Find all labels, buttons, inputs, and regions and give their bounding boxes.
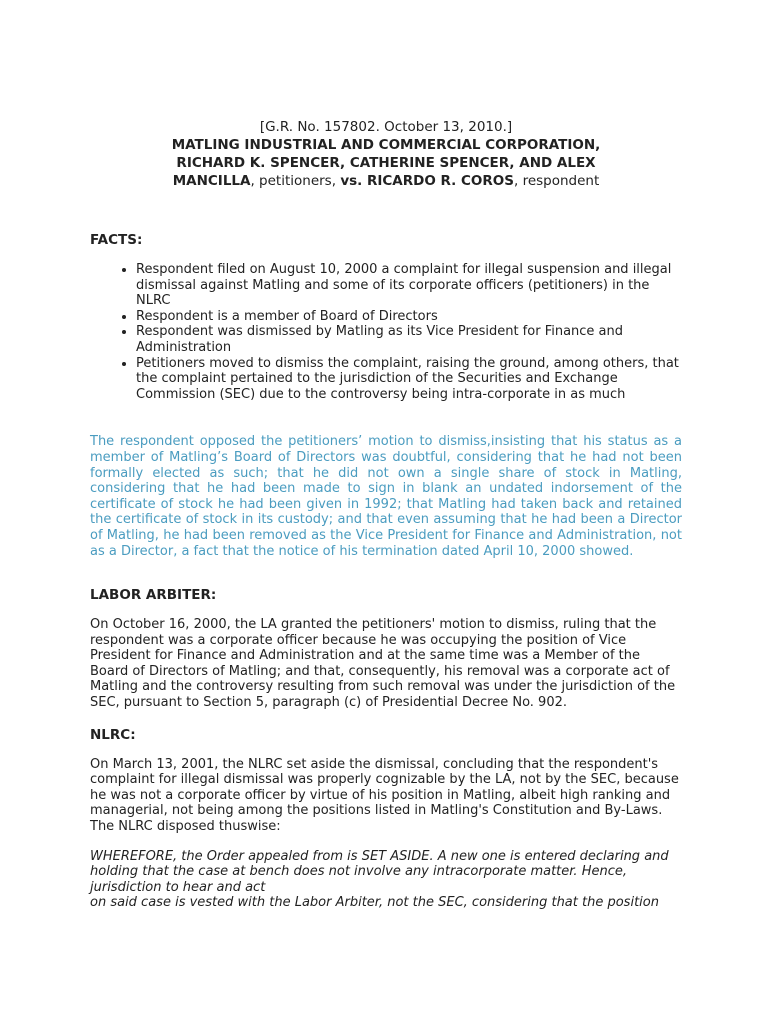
respondent-label: , respondent [513, 173, 600, 189]
quote-line-1: WHEREFORE, the Order appealed from is SET ASIDE. A new one is entered declaring and holding that the case at bench does not involve any intracorporate matter. Hence, jurisdiction to hear and act [90, 848, 669, 895]
petitioner-name-mancilla: MANCILLA [172, 173, 251, 189]
nlrc-disposition-quote [90, 849, 682, 911]
list-item: • Petitioners moved to dismiss the complaint, raising the ground, among others, that the complaint pertained to the jurisdiction of the Securities and Exchange Commission (SEC) due to the controversy being intra-corporate in as much [136, 356, 682, 403]
labor-arbiter-paragraph: On October 16, 2000, the LA granted the petitioners' motion to dismiss, ruling that the respondent was a corporate officer because he was occupying the position of Vice President for Finance and Administration and at the same time was a Member of the Board of Directors of Matling; and that, consequently, his removal was a corporate act of Matling and the controversy resulting from such removal was under the jurisdiction of the SEC, pursuant to Section 5, paragraph (c) of Presidential Decree No. 902. [90, 617, 676, 711]
petitioners-line-3 [90, 172, 682, 190]
list-item: • Respondent was dismissed by Matling as its Vice President for Finance and Administration [136, 324, 682, 355]
gr-number: [G.R. No. 157802. October 13, 2010.] [259, 119, 513, 135]
case-header [90, 118, 682, 190]
list-item: • Respondent filed on August 10, 2000 a complaint for illegal suspension and illegal dismissal against Matling and some of its corporate officers (petitioners) in the NLRC [136, 262, 682, 309]
respondent-name: vs. RICARDO R. COROS [340, 173, 514, 189]
list-item: • Respondent is a member of Board of Directors [136, 309, 682, 325]
petitioners-line-2: RICHARD K. SPENCER, CATHERINE SPENCER, AND ALEX [176, 155, 596, 171]
respondent-opposition-paragraph: The respondent opposed the petitioners’ motion to dismiss,insisting that his status as a member of Matling’s Board of Directors was doubtful, considering that he had not been formally elected as such; that he did not own a single share of stock in Matling, considering that he had been made to sign in blank an undated indorsement of the certificate of stock he had been given in 1992; that Matling had taken back and retained the certificate of stock in its custody; and that even assuming that he had been a Director of Matling, he had been removed as the Vice President for Finance and Administration, not as a Director, a fact that the notice of his termination dated April 10, 2000 showed. [90, 434, 682, 559]
quote-line-2: on said case is vested with the Labor Arbiter, not the SEC, considering that the position [90, 895, 659, 911]
facts-list [90, 262, 682, 402]
labor-arbiter-heading: LABOR ARBITER: [90, 587, 217, 604]
facts-heading: FACTS: [90, 232, 143, 248]
nlrc-paragraph: On March 13, 2001, the NLRC set aside the dismissal, concluding that the respondent's complaint for illegal dismissal was properly cognizable by the LA, not by the SEC, because he was not a corporate officer by virtue of his position in Matling, albeit high ranking and managerial, not being among the positions listed in Matling's Constitution and By-Laws. The NLRC disposed thuswise: [90, 756, 679, 835]
petitioners-label: , petitioners, [250, 173, 341, 189]
petitioners-line-1: MATLING INDUSTRIAL AND COMMERCIAL CORPORATION, [171, 137, 601, 153]
nlrc-heading: NLRC: [90, 726, 136, 743]
